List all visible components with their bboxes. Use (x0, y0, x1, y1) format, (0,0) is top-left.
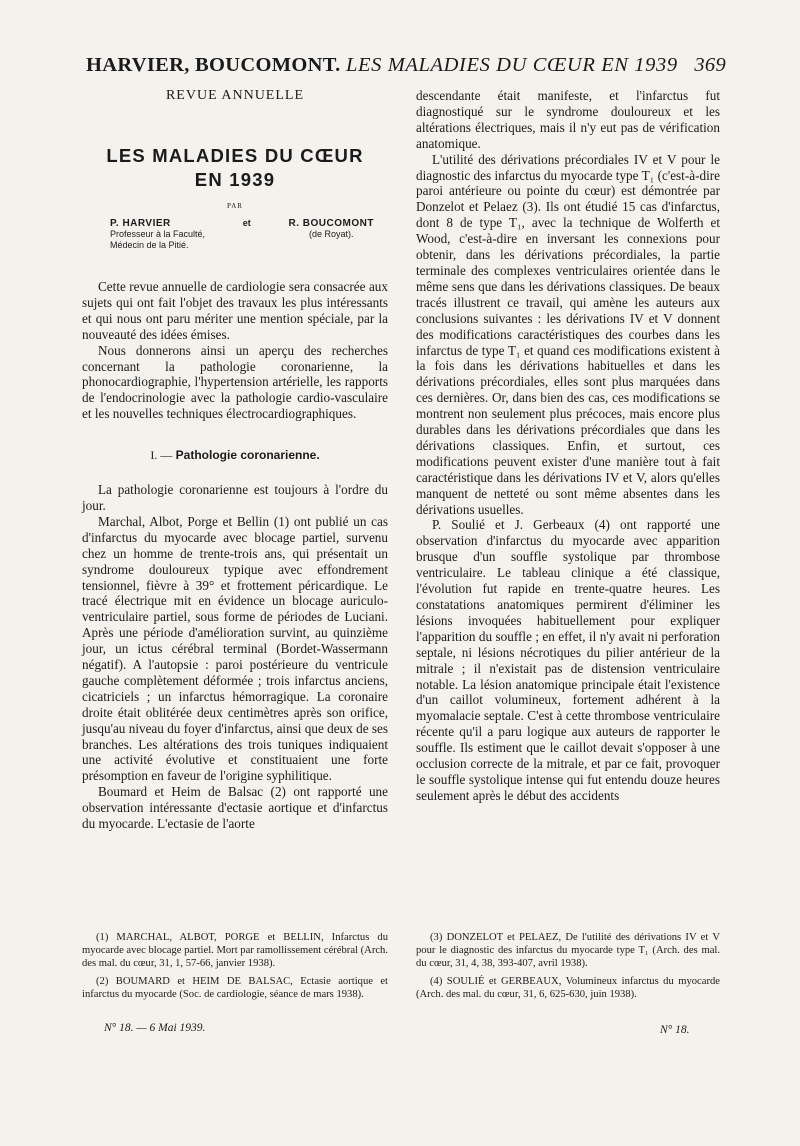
footnote: (3) DONZELOT et PELAEZ, De l'utilité des dérivations IV et V pour le diagnostic des infarctus du myocarde type T₁ (Arch. des mal. du cœur, 31, 4, 38, 393-407, avril 1938). (416, 932, 720, 969)
right-column (416, 88, 720, 804)
authors-block (82, 218, 388, 251)
paragraph: Nous donnerons ainsi un aperçu des recherches concernant la pathologie coronarienne, la phonocardiographie, l'hypertension artérielle, les rapports de l'endocrinologie avec la pathologie cardio-vasculaire et les nouvelles techniques électrocardiographiques. (82, 342, 388, 422)
title-line-1: LES MALADIES DU CŒUR (106, 145, 364, 166)
byline-par: PAR (227, 202, 243, 210)
article-title (82, 144, 388, 192)
author-2-name: R. BOUCOMONT (288, 218, 374, 229)
issue-footer-left: N° 18. — 6 Mai 1939. (104, 1022, 206, 1034)
paragraph: Boumard et Heim de Balsac (2) ont rapporté une observation intéressante d'ectasie aortique et d'infarctus du myocarde. L'ectasie de l'aorte (82, 784, 388, 832)
right-body (416, 88, 720, 804)
running-head-title: LES MALADIES DU CŒUR EN 1939 (346, 54, 678, 76)
section-label: REVUE ANNUELLE (165, 88, 305, 103)
running-head (86, 54, 726, 77)
title-line-2: EN 1939 (194, 169, 276, 190)
author-1-affiliation-1: Professeur à la Faculté, (110, 229, 206, 239)
author-1-affiliation-2: Médecin de la Pitié. (110, 240, 189, 250)
paragraph: P. Soulié et J. Gerbeaux (4) ont rapporté une observation d'infarctus du myocarde avec apparition brusque d'un souffle systolique par thrombose ventriculaire. Le tableau clinique a été classique, l'évolution fut rapide en trente-quatre heures. Les constatations anatomiques permirent d'éliminer les lésions invoquées habituellement pour expliquer l'apparition du souffle ; en effet, il n'y avait ni perforation septale, ni lésions nécrotiques du pilier antérieur de la mitrale ; il n'existait pas de distension ventriculaire notable. La lésion anatomique principale était l'existence d'un caillot volumineux, fortement adhérent à la myomalacie septale. C'est à cette thrombose ventriculaire récente qu'il a paru logique aux auteurs de rapporter le souffle. Ils estiment que le caillot devait s'opposer à une occlusion correcte de la mitrale, et par ce fait, provoquer le souffle systolique intense qui fut entendu douze heures seulement après le début des accidents (416, 517, 720, 803)
author-conjunction: et (242, 218, 251, 228)
section-heading (82, 448, 388, 464)
left-body (82, 279, 388, 832)
paragraph: L'utilité des dérivations précordiales IV et V pour le diagnostic des infarctus du myocarde type T₁ (c'est-à-dire paroi antérieure ou pointe du cœur) est démontrée par Donzelot et Pelaez (3). Ils ont étudié 15 cas d'infarctus, dont 8 de type T₁, avec la technique de Wolferth et Wood, c'est-à-dire en inversant les connexions pour obtenir, dans les dérivations précordiales, la partie terminale des complexes ventriculaires orientée dans le même sens que dans les dérivations classiques. De beaux tracés illustrent ce travail, qui amène les auteurs aux conclusions suivantes : les dérivations IV et V donnent des modifications caractéristiques des courbes dans les infarctus de type T₁ et quand ces modifications existent à la fois dans les dérivations habituelles et dans les dérivations précordiales, elles sont plus marquées dans ces dernières. Or, dans bien des cas, ces modifications se montrent non seulement plus précoces, mais encore plus durables dans les dérivations précordiales que dans les dérivations classiques. Enfin, et surtout, ces modifications peuvent exister d'une manière tout à fait caractéristique dans les dérivations IV et V, alors qu'elles manquent de netteté ou sont même absentes dans les dérivations usuelles. (416, 151, 720, 517)
paragraph: descendante était manifeste, et l'infarctus fut diagnostiqué sur le syndrome douloureux et les altérations électriques, mais il n'y eut pas de vérification anatomique. (416, 88, 720, 151)
author-1-name: P. HARVIER (110, 218, 171, 229)
running-head-authors: HARVIER, BOUCOMONT. (86, 54, 341, 76)
left-column (82, 88, 388, 832)
author-1 (110, 218, 205, 251)
section-title: Pathologie coronarienne. (175, 448, 320, 463)
page-number: 369 (694, 54, 726, 76)
author-2-affiliation: (de Royat). (308, 229, 354, 239)
author-2 (289, 218, 374, 251)
paragraph: La pathologie coronarienne est toujours à l'ordre du jour. (82, 482, 388, 513)
issue-footer-right: N° 18. (660, 1024, 690, 1036)
footnote: (1) MARCHAL, ALBOT, PORGE et BELLIN, Infarctus du myocarde avec blocage partiel. Mort par ramollissement cérébral (Arch. des mal. du cœur, 31, 1, 57-66, janvier 1938). (82, 932, 388, 969)
footnote: (4) SOULIÉ et GERBEAUX, Volumineux infarctus du myocarde (Arch. des mal. du cœur, 31, 6, 625-630, juin 1938). (416, 976, 720, 1001)
footnote: (2) BOUMARD et HEIM DE BALSAC, Ectasie aortique et infarctus du myocarde (Soc. de cardiologie, séance de mars 1938). (82, 976, 388, 1001)
section-number: I. — (150, 448, 173, 463)
paragraph: Marchal, Albot, Porge et Bellin (1) ont publié un cas d'infarctus du myocarde avec blocage partiel, survenu chez un homme de trente-trois ans, qui présentait un syndrome douloureux typique avec effondrement tensionnel, fièvre à 39° et frottement péricardique. Le tracé électrique mit en évidence un blocage auriculo-ventriculaire partiel, sous forme de périodes de Luciani. Après une période d'amélioration survint, au quinzième jour, un ictus cérébral terminal (Bordet-Wassermann négatif). A l'autopsie : paroi postérieure du ventricule gauche complètement déformée ; trois infarctus anciens, cicatriciels ; un infarctus hémorragique. La coronaire droite était oblitérée deux centimètres après son orifice, jusqu'au niveau du foyer d'infarctus, ainsi que deux de ses branches. Les altérations des trois tuniques indiquaient une activité évolutive et constituaient une forte présomption en faveur de l'origine syphilitique. (82, 513, 388, 784)
footnotes-left (82, 932, 388, 1008)
footnotes-right (416, 932, 720, 1008)
paragraph: Cette revue annuelle de cardiologie sera consacrée aux sujets qui ont fait l'objet des travaux les plus intéressants et qui nous ont paru mériter une mention spéciale, par la nouveauté des idées émises. (82, 279, 388, 342)
